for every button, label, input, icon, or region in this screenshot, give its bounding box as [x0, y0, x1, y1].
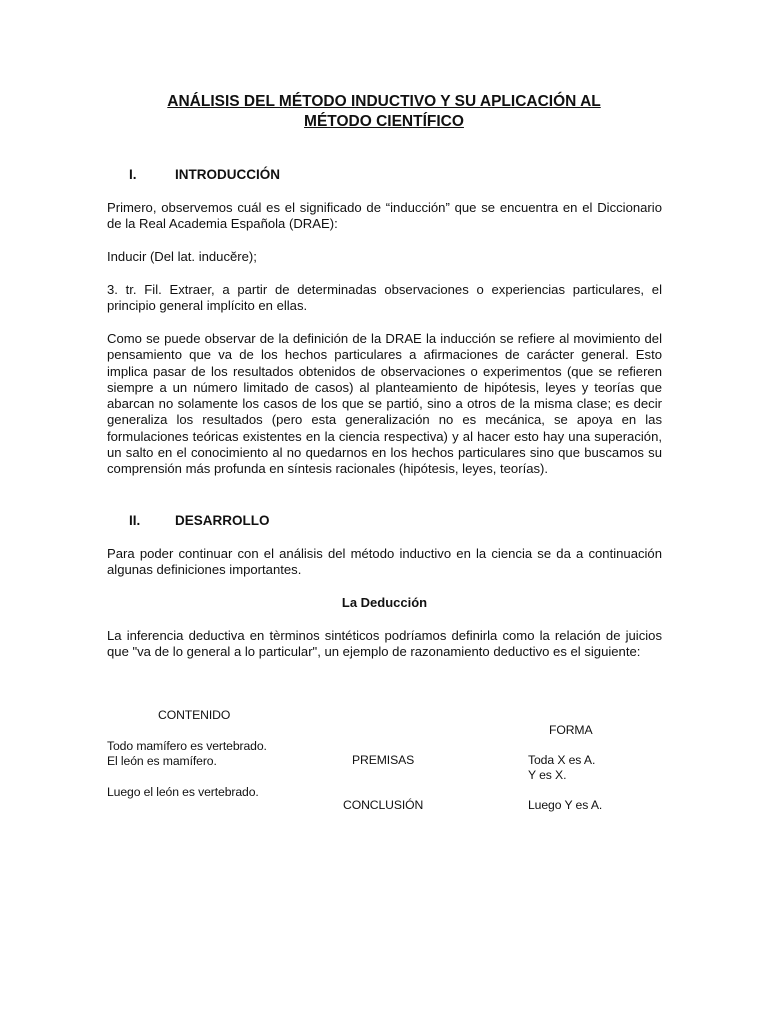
paragraph-deduccion: La inferencia deductiva en tèrminos sintéticos podríamos definirla como la relación de juicios que "va de lo general a lo particular", un ejemplo de razonamiento deductivo es el siguiente: [107, 628, 662, 660]
title-line-2: MÉTODO CIENTÍFICO [304, 113, 464, 130]
section-heading-desarrollo [129, 513, 270, 529]
premisas-label: PREMISAS [352, 753, 415, 767]
paragraph-desarrollo-1: Para poder continuar con el análisis del método inductivo en la ciencia se da a continuación algunas definiciones importantes. [107, 546, 662, 578]
premise-1: Todo mamífero es vertebrado. [107, 739, 267, 753]
section-title: INTRODUCCIÓN [175, 167, 280, 182]
subheading-deduccion: La Deducción [341, 595, 428, 610]
conclusion-label: CONCLUSIÓN [343, 798, 424, 812]
forma-conclusion: Luego Y es A. [528, 798, 603, 812]
conclusion-text: Luego el león es vertebrado. [107, 785, 259, 799]
paragraph-intro-1: Primero, observemos cuál es el significado de “inducción” que se encuentra en el Diccionario de la Real Academia Española (DRAE): [107, 200, 662, 232]
forma-premise-2: Y es X. [528, 768, 567, 782]
section-title: DESARROLLO [175, 513, 270, 528]
forma-label: FORMA [549, 723, 593, 737]
title-line-1: ANÁLISIS DEL MÉTODO INDUCTIVO Y SU APLICACIÓN AL [167, 93, 601, 110]
contenido-label: CONTENIDO [158, 708, 231, 722]
section-number: II. [129, 513, 141, 528]
section-number: I. [129, 167, 137, 182]
paragraph-intro-3: 3. tr. Fil. Extraer, a partir de determinadas observaciones o experiencias particulares, el principio general implícito en ellas. [107, 282, 662, 314]
paragraph-intro-4: Como se puede observar de la definición de la DRAE la inducción se refiere al movimiento del pensamiento que va de los hechos particulares a afirmaciones de carácter general. Esto implica pasar de los resultados obtenidos de observaciones o experimentos (que se refieren siempre a un número limitado de casos) al planteamiento de hipótesis, leyes y teorías que abarcan no solamente los casos de los que se partió, sino a otros de la misma clase; es decir generaliza los resultados (pero esta generalización no es mecánica, se apoya en las formulaciones teóricas existentes en la ciencia respectiva) y al hacer esto hay una superación, un salto en el conocimiento al no quedarnos en los hechos particulares sino que buscamos su comprensión más profunda en síntesis racionales (hipótesis, leyes, teorías). [107, 331, 662, 477]
paragraph-intro-2: Inducir (Del lat. inducĕre); [107, 249, 257, 264]
section-heading-introduccion [129, 167, 280, 183]
document-title [100, 92, 668, 132]
forma-premise-1: Toda X es A. [528, 753, 596, 767]
premise-2: El león es mamífero. [107, 754, 217, 768]
